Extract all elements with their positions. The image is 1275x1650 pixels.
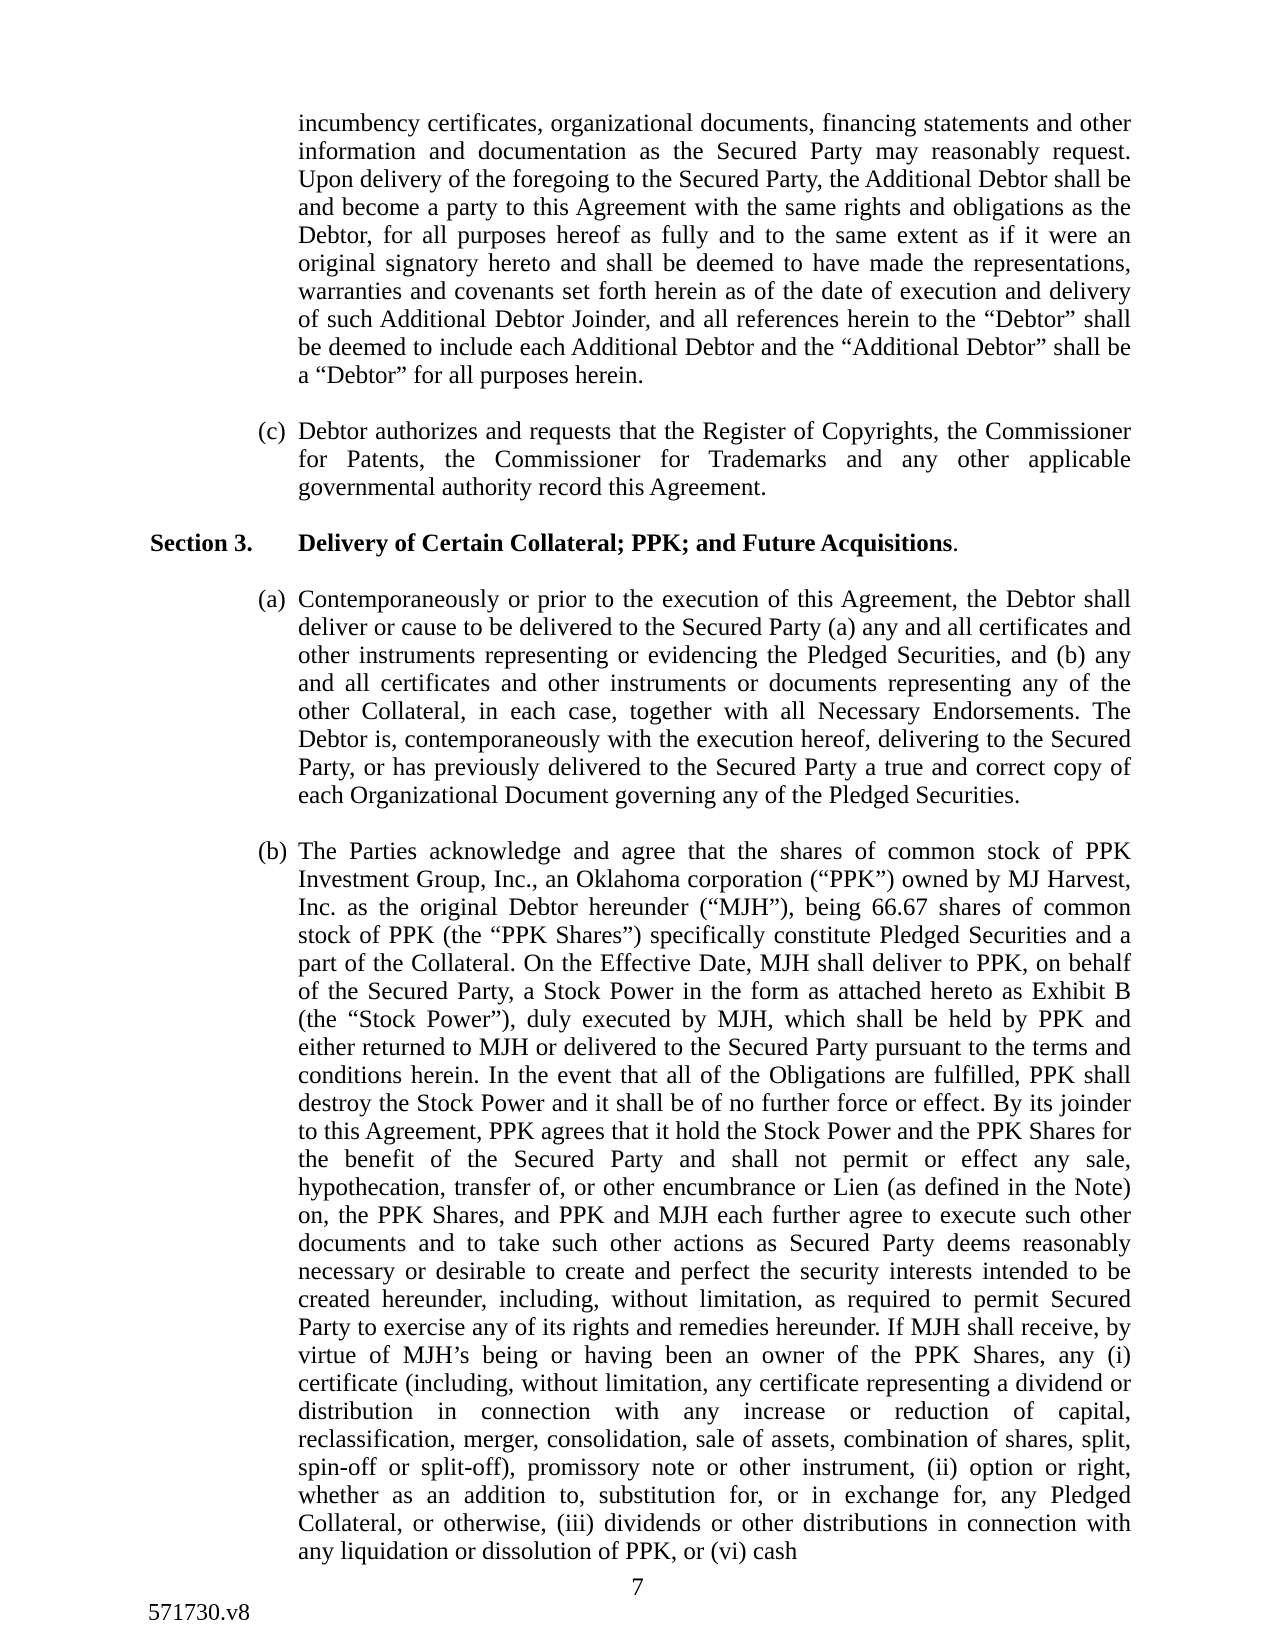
section-3-number: Section 3.	[150, 530, 253, 557]
section-3-title: Delivery of Certain Collateral; PPK; and Future Acquisitions	[298, 530, 953, 557]
section-3-heading	[150, 530, 1131, 558]
clause-a	[258, 586, 1131, 810]
page-body	[150, 110, 1131, 1594]
page-number: 7	[631, 1574, 644, 1601]
section-3-title-period: .	[952, 530, 959, 557]
clause-a-text: Contemporaneously or prior to the execution of this Agreement, the Debtor shall deliver or cause to be delivered to the Secured Party (a) any and all certificates and other instruments representing or evidencing the Pledged Securities, and (b) any and all certificates and other instruments or documents representing any of the other Collateral, in each case, together with all Necessary Endorsements. The Debtor is, contemporaneously with the execution hereof, delivering to the Secured Party, or has previously delivered to the Secured Party a true and correct copy of each Organizational Document governing any of the Pledged Securities.	[298, 586, 1131, 809]
document-id: 571730.v8	[148, 1600, 250, 1626]
clause-b-text: The Parties acknowledge and agree that the shares of common stock of PPK Investment Group, Inc., an Oklahoma corporation (“PPK”) owned by MJ Harvest, Inc. as the original Debtor hereunder (“MJH”), being 66.67 shares of common stock of PPK (the “PPK Shares”) specifically constitute Pledged Securities and a part of the Collateral. On the Effective Date, MJH shall deliver to PPK, on behalf of the Secured Party, a Stock Power in the form as attached hereto as Exhibit B (the “Stock Power”), duly executed by MJH, which shall be held by PPK and either returned to MJH or delivered to the Secured Party pursuant to the terms and conditions herein. In the event that all of the Obligations are fulfilled, PPK shall destroy the Stock Power and it shall be of no further force or effect. By its joinder to this Agreement, PPK agrees that it hold the Stock Power and the PPK Shares for the benefit of the Secured Party and shall not permit or effect any sale, hypothecation, transfer of, or other encumbrance or Lien (as defined in the Note) on, the PPK Shares, and PPK and MJH each further agree to execute such other documents and to take such other actions as Secured Party deems reasonably necessary or desirable to create and perfect the security interests intended to be created hereunder, including, without limitation, as required to permit Secured Party to exercise any of its rights and remedies hereunder. If MJH shall receive, by virtue of MJH’s being or having been an owner of the PPK Shares, any (i) certificate (including, without limitation, any certificate representing a dividend or distribution in connection with any increase or reduction of capital, reclassification, merger, consolidation, sale of assets, combination of shares, split, spin-off or split-off), promissory note or other instrument, (ii) option or right, whether as an addition to, substitution for, or in exchange for, any Pledged Collateral, or otherwise, (iii) dividends or other distributions in connection with any liquidation or dissolution of PPK, or (vi) cash	[298, 838, 1131, 1565]
clause-c	[258, 418, 1131, 502]
clause-c-label: (c)	[258, 418, 286, 445]
continuation-paragraph: incumbency certificates, organizational documents, financing statements and other information and documentation as the Secured Party may reasonably request. Upon delivery of the foregoing to the Secured Party, the Additional Debtor shall be and become a party to this Agreement with the same rights and obligations as the Debtor, for all purposes hereof as fully and to the same extent as if it were an original signatory hereto and shall be deemed to have made the representations, warranties and covenants set forth herein as of the date of execution and delivery of such Additional Debtor Joinder, and all references herein to the “Debtor” shall be deemed to include each Additional Debtor and the “Additional Debtor” shall be a “Debtor” for all purposes herein.	[298, 110, 1131, 389]
clause-b	[258, 838, 1131, 1566]
clause-c-text: Debtor authorizes and requests that the Register of Copyrights, the Commissioner for Patents, the Commissioner for Trademarks and any other applicable governmental authority record this Agreement.	[298, 418, 1131, 501]
clause-b-label: (b)	[258, 838, 288, 865]
clause-a-label: (a)	[258, 586, 286, 613]
